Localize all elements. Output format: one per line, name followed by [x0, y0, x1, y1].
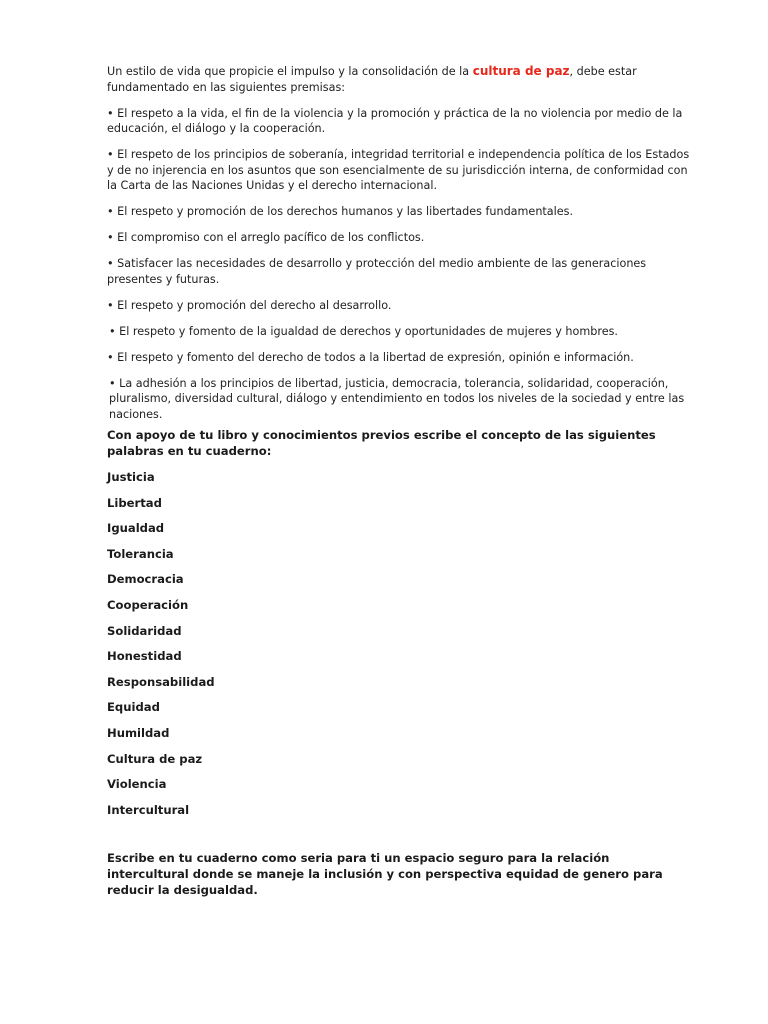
- word-item: Democracia: [107, 572, 184, 587]
- word-item: Justicia: [107, 470, 155, 484]
- word-item: Violencia: [107, 777, 167, 792]
- word-item: Igualdad: [107, 521, 165, 536]
- bullet-item: • El respeto de los principios de soberanía, integridad territorial e independencia política de los Estados y de no injerencia en los asuntos que son esencialmente de su jurisdicción interna, de conformidad con la Carta de las Naciones Unidas y el derecho internacional.: [107, 148, 690, 192]
- word-item: Libertad: [107, 495, 162, 510]
- intro-paragraph: [107, 64, 690, 95]
- instruction-heading: Con apoyo de tu libro y conocimientos previos escribe el concepto de las siguientes palabras en tu cuaderno:: [107, 428, 656, 458]
- word-item: Solidaridad: [107, 623, 182, 638]
- intro-text-after: , debe estar fundamentado en las siguientes premisas:: [107, 65, 637, 94]
- word-item: Equidad: [107, 700, 160, 715]
- final-instruction: Escribe en tu cuaderno como seria para ti un espacio seguro para la relación intercultural donde se maneje la inclusión y con perspectiva equidad de genero para reducir la desigualdad.: [107, 851, 663, 898]
- bullet-item: • La adhesión a los principios de libertad, justicia, democracia, tolerancia, solidaridad, cooperación, pluralismo, diversidad cultural, diálogo y entendimiento en todos los niveles de la sociedad y entre las naciones.: [109, 376, 685, 421]
- word-list: [107, 470, 690, 828]
- bullet-item: • Satisfacer las necesidades de desarrollo y protección del medio ambiente de las generaciones presentes y futuras.: [107, 257, 647, 286]
- word-item: Cooperación: [107, 597, 189, 612]
- bullet-item: • El respeto y fomento de la igualdad de derechos y oportunidades de mujeres y hombres.: [109, 324, 618, 338]
- bullet-item: • El compromiso con el arreglo pacífico de los conflictos.: [107, 231, 425, 244]
- bullet-item: • El respeto y promoción del derecho al desarrollo.: [107, 298, 392, 312]
- word-item: Intercultural: [107, 802, 190, 817]
- word-item: Responsabilidad: [107, 674, 215, 689]
- word-item: Honestidad: [107, 649, 182, 664]
- bullet-item: • El respeto y promoción de los derechos humanos y las libertades fundamentales.: [107, 205, 574, 218]
- bullet-item: • El respeto a la vida, el fin de la violencia y la promoción y práctica de la no violencia por medio de la educación, el diálogo y la cooperación.: [107, 106, 683, 135]
- word-item: Cultura de paz: [107, 751, 203, 766]
- intro-text-before: Un estilo de vida que propicie el impulso y la consolidación de la: [107, 65, 473, 78]
- bullet-item: • El respeto y fomento del derecho de todos a la libertad de expresión, opinión e información.: [107, 350, 634, 364]
- word-item: Tolerancia: [107, 546, 174, 561]
- document-page: [107, 64, 690, 910]
- cultura-de-paz-highlight: cultura de paz: [472, 64, 570, 78]
- word-item: Humildad: [107, 725, 170, 740]
